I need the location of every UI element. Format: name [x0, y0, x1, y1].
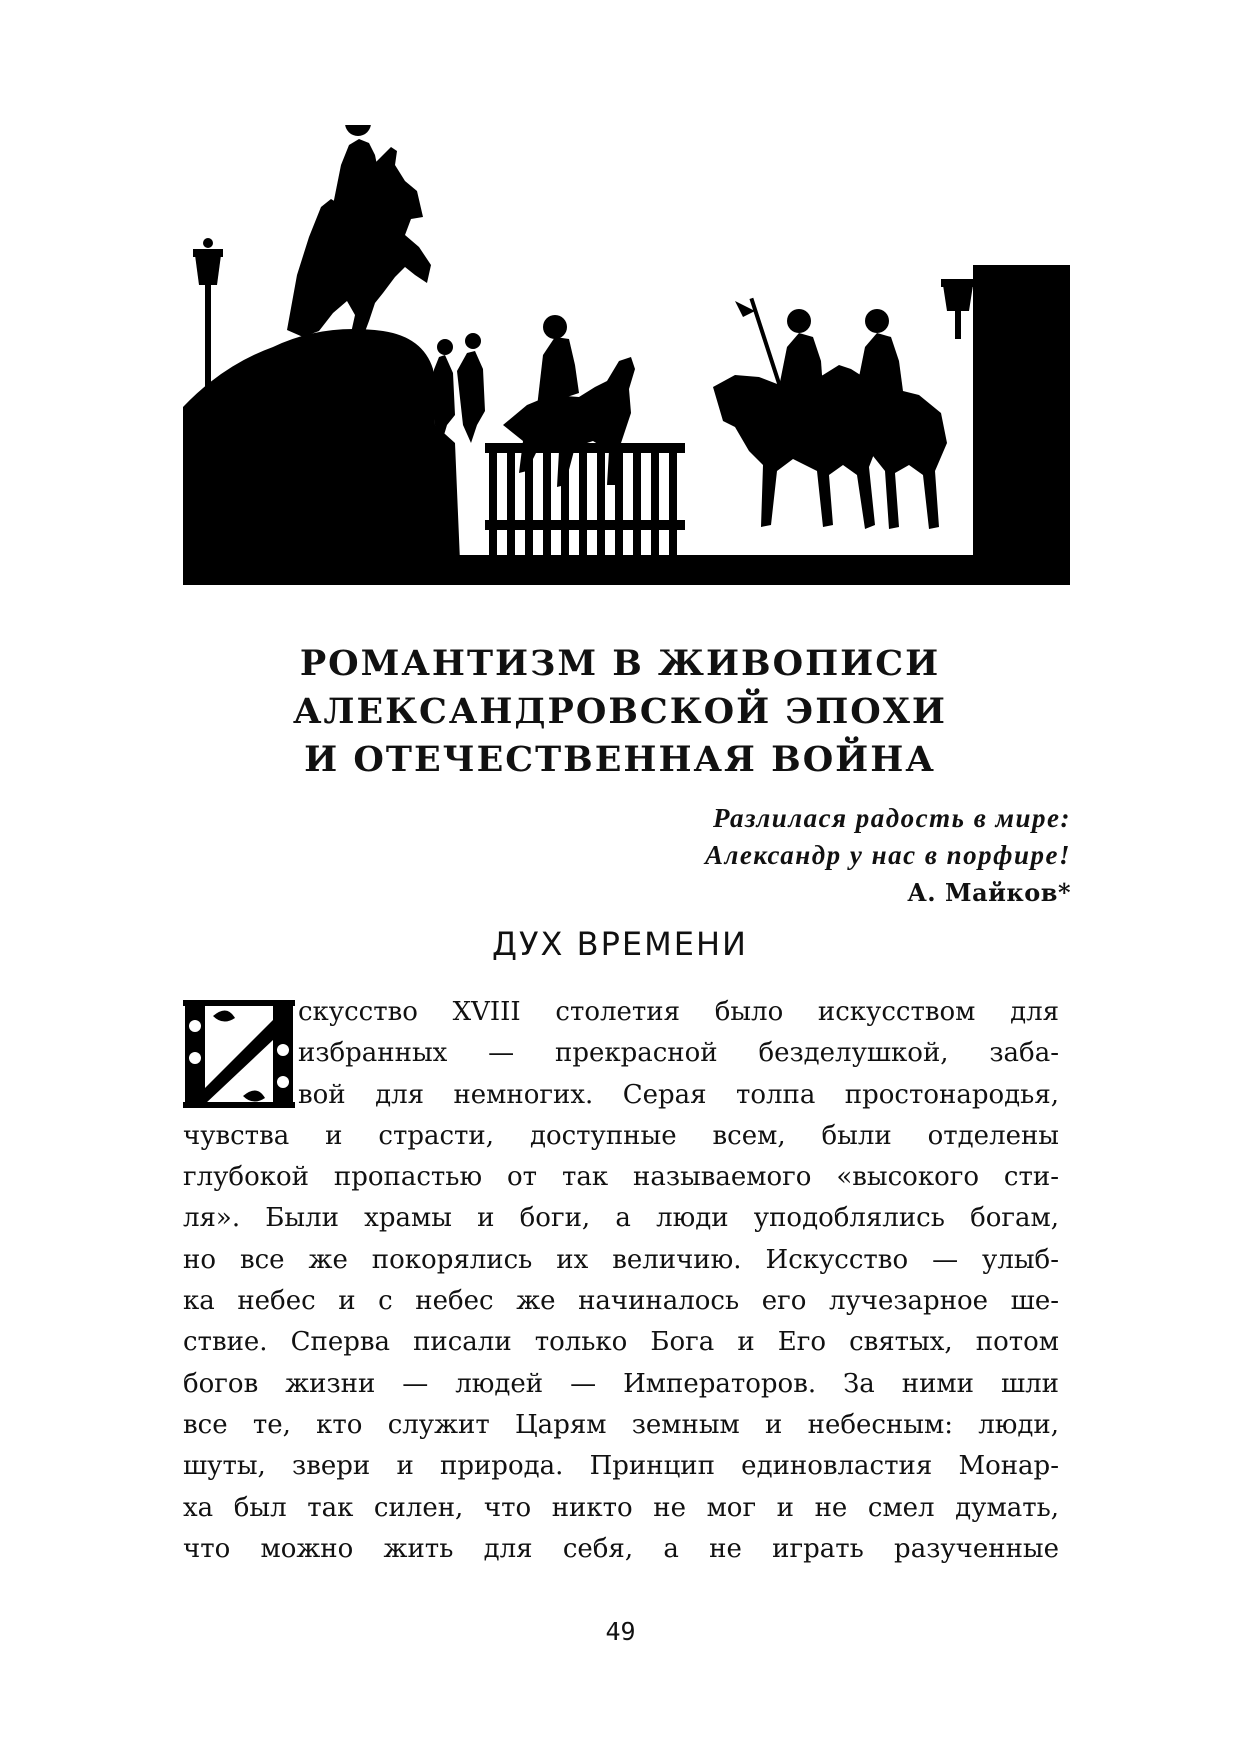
- epigraph: [705, 800, 1071, 911]
- epigraph-author: А. Майков*: [907, 878, 1071, 907]
- page-number: 49: [605, 1617, 636, 1646]
- body-line: глубокой пропастью от так называемого «высокого сти-: [183, 1162, 1059, 1193]
- body-line: вой для немногих. Серая толпа простонародья,: [298, 1079, 1059, 1110]
- body-line: избранных — прекрасной безделушкой, заба-: [298, 1038, 1059, 1069]
- body-line: но все же покорялись их величию. Искусство — улыб-: [183, 1244, 1059, 1275]
- ornamental-dropcap: [183, 996, 295, 1112]
- header-silhouette-illustration: [183, 125, 1070, 585]
- body-line: шуты, звери и природа. Принцип единовластия Монар-: [183, 1451, 1059, 1482]
- body-line: скусство XVIII столетия было искусством для: [298, 997, 1059, 1027]
- body-line: ствие. Сперва писали только Бога и Его святых, потом: [183, 1327, 1059, 1358]
- bronze-horseman-silhouette-icon: [183, 125, 1070, 585]
- body-line: ка небес и с небес же начиналось его лучезарное ше-: [183, 1286, 1059, 1317]
- section-title: ДУХ ВРЕМЕНИ: [492, 925, 748, 963]
- epigraph-line: Разлилася радость в мире:: [713, 803, 1071, 833]
- body-line: все те, кто служит Царям земным и небесным: люди,: [183, 1409, 1059, 1440]
- body-text: [183, 992, 1059, 1570]
- chapter-title: [260, 640, 980, 784]
- epigraph-line: Александр у нас в порфире!: [704, 840, 1071, 870]
- dropcap-letter: И: [238, 1076, 240, 1077]
- chapter-title-line: РОМАНТИЗМ В ЖИВОПИСИ: [299, 643, 941, 684]
- dropcap-ornament-icon: [183, 996, 295, 1112]
- body-line: богов жизни — людей — Императоров. За ними шли: [183, 1368, 1059, 1399]
- chapter-title-line: И ОТЕЧЕСТВЕННАЯ ВОЙНА: [304, 739, 936, 780]
- body-line: ля». Были храмы и боги, а люди уподоблялись богам,: [183, 1203, 1059, 1234]
- body-line: что можно жить для себя, а не играть разученные: [183, 1533, 1059, 1564]
- body-line: чувства и страсти, доступные всем, были отделены: [183, 1120, 1059, 1151]
- chapter-title-line: АЛЕКСАНДРОВСКОЙ ЭПОХИ: [293, 691, 947, 732]
- body-line: ха был так силен, что никто не мог и не смел думать,: [183, 1492, 1059, 1523]
